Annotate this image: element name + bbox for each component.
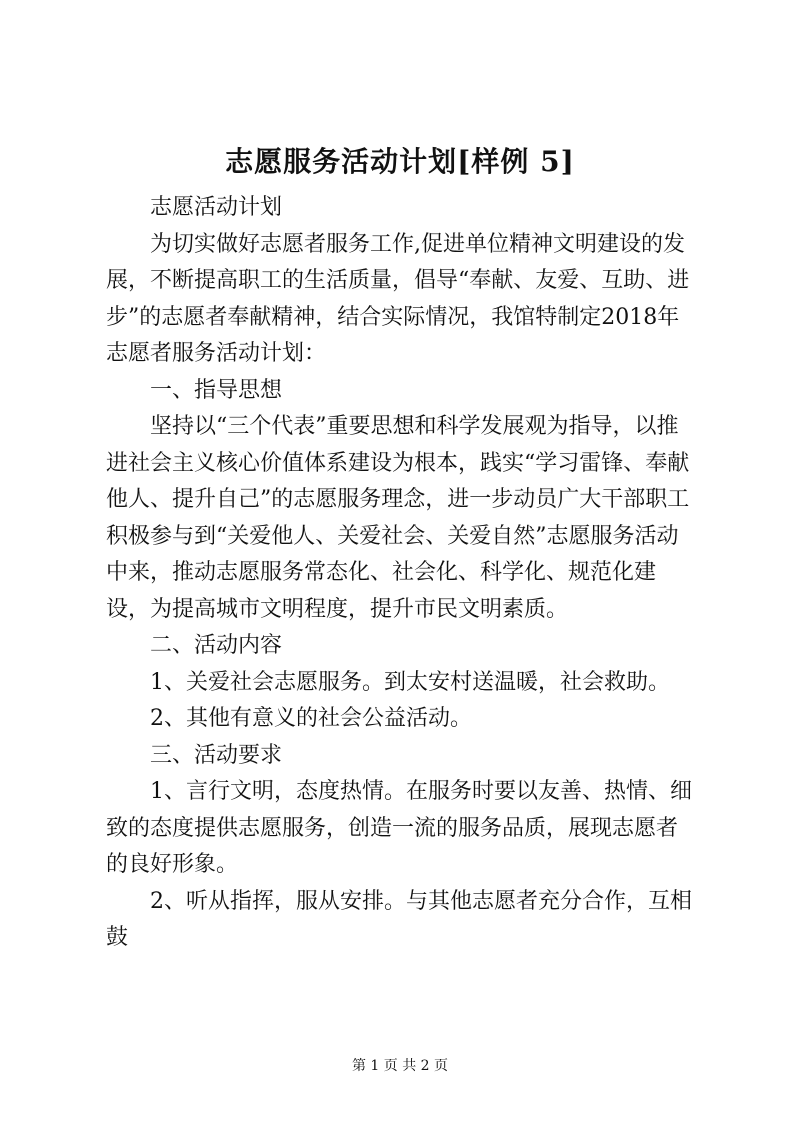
section-heading-activity-content: 二、活动内容 bbox=[150, 633, 283, 658]
paragraph-requirement-1: 1、言行文明，态度热情。在服务时要以友善、热情、细致的态度提供志愿服务，创造一流的服务品质，展现志愿者的良好形象。 bbox=[106, 779, 692, 877]
document-title: 志愿服务活动计划[样例 5] bbox=[225, 145, 575, 178]
section-heading-activity-requirements: 三、活动要求 bbox=[150, 742, 283, 768]
paragraph-requirement-2: 2、听从指挥，服从安排。与其他志愿者充分合作，互相鼓 bbox=[106, 888, 692, 950]
paragraph-guiding-thought: 坚持以“三个代表”重要思想和科学发展观为指导，以推进社会主义核心价值体系建设为根本，践实“学习雷锋、奉献他人、提升自己”的志愿服务理念，进一步动员广大干部职工积极参与到“关爱他人、关爱社会、关爱自然”志愿服务活动中来，推动志愿服务常态化、社会化、科学化、规范化建设，为提高城市文明程度，提升市民文明素质。 bbox=[106, 414, 690, 622]
paragraph-intro: 为切实做好志愿者服务工作,促进单位精神文明建设的发展，不断提高职工的生活质量，倡导“奉献、友爱、互助、进步”的志愿者奉献精神，结合实际情况，我馆特制定2018年志愿者服务活动计划： bbox=[106, 231, 690, 366]
section-heading-guiding-thought: 一、指导思想 bbox=[150, 377, 283, 403]
document-body bbox=[106, 190, 696, 957]
paragraph-activity-item-2: 2、其他有意义的社会公益活动。 bbox=[150, 706, 472, 731]
paragraph-heading-volunteer-plan: 志愿活动计划 bbox=[150, 195, 283, 220]
paragraph-activity-item-1: 1、关爱社会志愿服务。到太安村送温暖，社会救助。 bbox=[150, 669, 670, 695]
page-footer: 第 1 页 共 2 页 bbox=[351, 1058, 449, 1074]
